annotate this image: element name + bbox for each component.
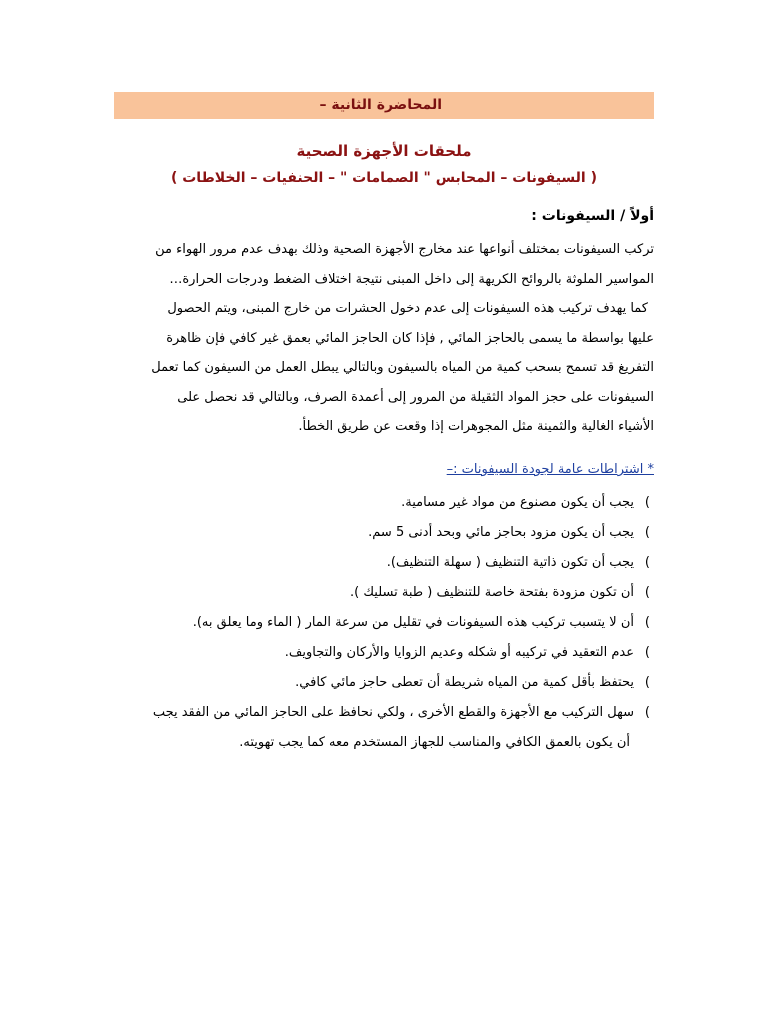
list-marker: ) bbox=[644, 555, 650, 570]
list-marker: ) bbox=[644, 525, 650, 540]
list-item bbox=[114, 638, 654, 668]
conditions-list bbox=[114, 488, 654, 758]
list-item bbox=[114, 608, 654, 638]
conditions-heading: * اشتراطات عامة لجودة السيفونات :– bbox=[446, 462, 654, 477]
list-item-text: يجب أن يكون مزود بحاجز مائي وبحد أدنى 5 سم. bbox=[368, 525, 634, 540]
list-item-text: يجب أن تكون ذاتية التنظيف ( سهلة التنظيف). bbox=[386, 555, 634, 570]
paragraph-line: المواسير الملوثة بالروائح الكريهة إلى داخل المبنى نتيجة اختلاف الضغط ودرجات الحرارة… bbox=[169, 271, 654, 287]
paragraph-line: الأشياء الغالية والثمينة مثل المجوهرات إذا وقعت عن طريق الخطأ. bbox=[298, 419, 654, 434]
list-marker: ) bbox=[644, 645, 650, 660]
list-item bbox=[114, 578, 654, 608]
paragraph-line: التفريغ قد تسمح بسحب كمية من المياه بالسيفون وبالتالي يبطل العمل من السيفون كما تعمل bbox=[151, 360, 654, 375]
paragraph-line: تركب السيفونات بمختلف أنواعها عند مخارج الأجهزة الصحية وذلك بهدف عدم مرور الهواء من bbox=[155, 242, 654, 257]
list-marker: ) bbox=[644, 675, 650, 690]
list-item bbox=[114, 518, 654, 548]
list-item bbox=[114, 548, 654, 578]
lecture-header-band bbox=[114, 92, 654, 119]
list-item bbox=[114, 698, 654, 758]
list-item-text: سهل التركيب مع الأجهزة والقطع الأخرى ، ولكي نحافظ على الحاجز المائي من الفقد يجب bbox=[152, 705, 634, 720]
list-marker: ) bbox=[644, 495, 650, 510]
list-item-text-continued: أن يكون بالعمق الكافي والمناسب للجهاز المستخدم معه كما يجب تهويته. bbox=[239, 735, 630, 750]
list-item-text: أن تكون مزودة بفتحة خاصة للتنظيف ( طبة تسليك ). bbox=[350, 585, 634, 600]
list-marker: ) bbox=[644, 585, 650, 600]
section-one-heading: أولاً / السيفونات : bbox=[531, 208, 654, 224]
document-subtitle: ( السيفونات – المحابس " الصمامات " – الحنفيات – الخلاطات ) bbox=[170, 170, 598, 186]
section-one-paragraph bbox=[114, 235, 654, 442]
list-item-text: عدم التعقيد في تركيبه أو شكله وعديم الزوايا والأركان والتجاويف. bbox=[284, 645, 634, 660]
paragraph-line: السيفونات على حجز المواد الثقيلة من المرور إلى أعمدة الصرف، وبالتالي قد نحصل على bbox=[177, 389, 654, 405]
document-title: ملحقات الأجهزة الصحية bbox=[296, 142, 472, 160]
lecture-label: المحاضرة الثانية – bbox=[319, 97, 442, 113]
list-item-text: أن لا يتسبب تركيب هذه السيفونات في تقليل من سرعة المار ( الماء وما يعلق به). bbox=[192, 615, 634, 630]
list-marker: ) bbox=[644, 705, 650, 720]
list-item-text: يحتفظ بأقل كمية من المياه شريطة أن تعطى حاجز مائي كافي. bbox=[295, 675, 634, 690]
list-marker: ) bbox=[644, 615, 650, 630]
paragraph-line: كما يهدف تركيب هذه السيفونات إلى عدم دخول الحشرات من خارج المبنى، ويتم الحصول bbox=[167, 301, 648, 316]
list-item bbox=[114, 668, 654, 698]
list-item-text: يجب أن يكون مصنوع من مواد غير مسامية. bbox=[401, 495, 634, 510]
list-item bbox=[114, 488, 654, 518]
paragraph-line: عليها بواسطة ما يسمى بالحاجز المائي , فإذا كان الحاجز المائي بعمق غير كافي فإن ظاهرة bbox=[166, 330, 654, 346]
